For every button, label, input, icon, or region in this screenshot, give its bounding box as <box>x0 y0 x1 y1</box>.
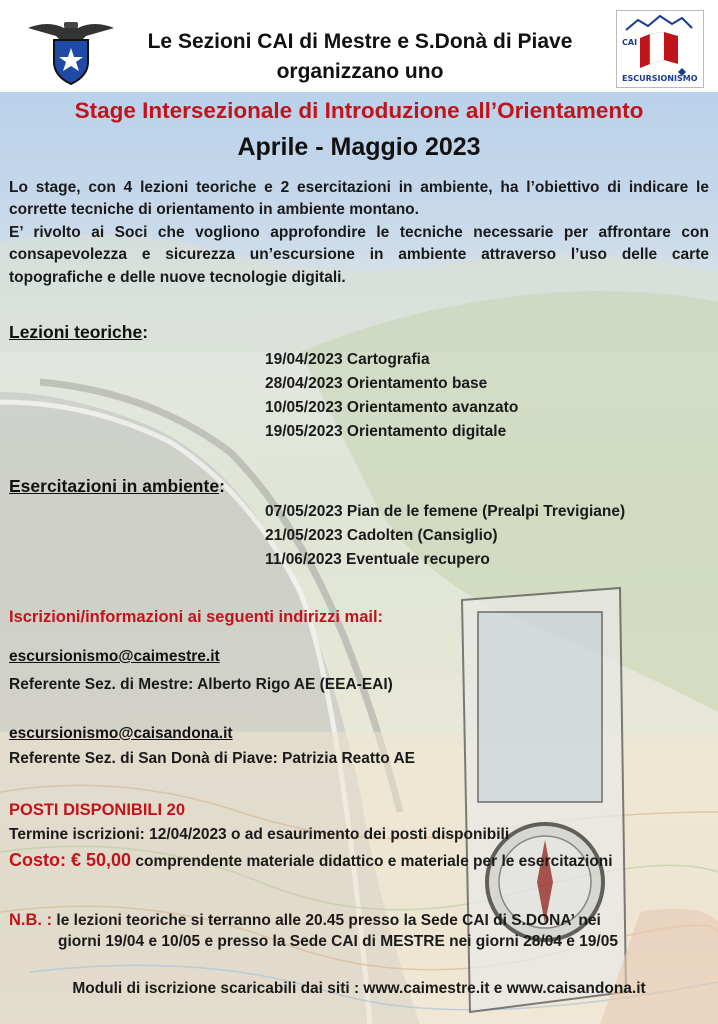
cai-escursionismo-flag-icon <box>616 10 704 88</box>
cai-eagle-shield-icon <box>26 14 116 86</box>
esercitazione-item: 21/05/2023 Cadolten (Cansiglio) <box>265 527 498 544</box>
nota-bene-text-1: le lezioni teoriche si terranno alle 20.45 presso la Sede CAI di S.DONA’ nei <box>52 912 601 929</box>
logo-right-top-label: CAI <box>622 38 638 47</box>
termine-iscrizioni: Termine iscrizioni: 12/04/2023 o ad esaurimento dei posti disponibili <box>9 826 510 843</box>
lezione-item: 10/05/2023 Orientamento avanzato <box>265 399 519 416</box>
lezione-item: 19/05/2023 Orientamento digitale <box>265 423 507 440</box>
lezione-item: 28/04/2023 Orientamento base <box>265 375 488 392</box>
costo-line <box>9 850 613 871</box>
esercitazioni-heading-colon: : <box>219 476 225 496</box>
esercitazioni-heading-label: Esercitazioni in ambiente <box>9 476 220 496</box>
stage-dates: Aprile - Maggio 2023 <box>237 133 481 161</box>
header <box>0 0 718 92</box>
nota-bene-line-2: giorni 19/04 e 10/05 e presso la Sede CAI di MESTRE nei giorni 28/04 e 19/05 <box>58 933 618 950</box>
header-line-2: organizzano uno <box>276 60 444 83</box>
lezioni-heading-label: Lezioni teoriche <box>9 322 143 342</box>
intro-paragraph-1: Lo stage, con 4 lezioni teoriche e 2 esercitazioni in ambiente, ha l’obiettivo di indicare le corrette tecniche di orientamento in ambiente montano. <box>9 179 709 219</box>
lezioni-heading-colon: : <box>142 322 149 342</box>
esercitazione-item: 07/05/2023 Pian de le femene (Prealpi Trevigiane) <box>265 503 626 520</box>
esercitazione-item: 11/06/2023 Eventuale recupero <box>265 551 490 568</box>
referente-sandona: Referente Sez. di San Donà di Piave: Patrizia Reatto AE <box>9 750 415 767</box>
intro-text <box>9 177 709 289</box>
stage-title: Stage Intersezionale di Introduzione all’Orientamento <box>74 98 644 123</box>
referente-mestre: Referente Sez. di Mestre: Alberto Rigo AE (EEA-EAI) <box>9 676 393 693</box>
lezioni-heading <box>9 322 148 343</box>
nota-bene-label: N.B. : <box>9 911 53 929</box>
iscrizioni-heading: Iscrizioni/informazioni ai seguenti indirizzi mail: <box>9 608 384 626</box>
intro-paragraph-2: E’ rivolto ai Soci che vogliono approfondire le tecniche necessarie per affrontare con consapevolezza e sicurezza un’escursione in ambiente attraverso l’uso delle carte topografiche e delle nuove tecnologie digitali. <box>9 223 709 286</box>
costo-text: comprendente materiale didattico e materiale per le esercitazioni <box>131 853 613 870</box>
lezione-item: 19/04/2023 Cartografia <box>265 351 430 368</box>
nota-bene-line-1 <box>9 911 601 930</box>
moduli-download-note: Moduli di iscrizione scaricabili dai siti : www.caimestre.it e www.caisandona.it <box>72 980 646 997</box>
email-link-mestre[interactable]: escursionismo@caimestre.it <box>9 648 220 665</box>
email-link-sandona[interactable]: escursionismo@caisandona.it <box>9 725 233 742</box>
posti-disponibili: POSTI DISPONIBILI 20 <box>9 801 186 819</box>
logo-right-bottom-label: ESCURSIONISMO <box>622 74 698 83</box>
esercitazioni-heading <box>9 476 225 497</box>
costo-label: Costo: € 50,00 <box>9 850 132 870</box>
header-line-1: Le Sezioni CAI di Mestre e S.Donà di Piave <box>147 30 573 53</box>
